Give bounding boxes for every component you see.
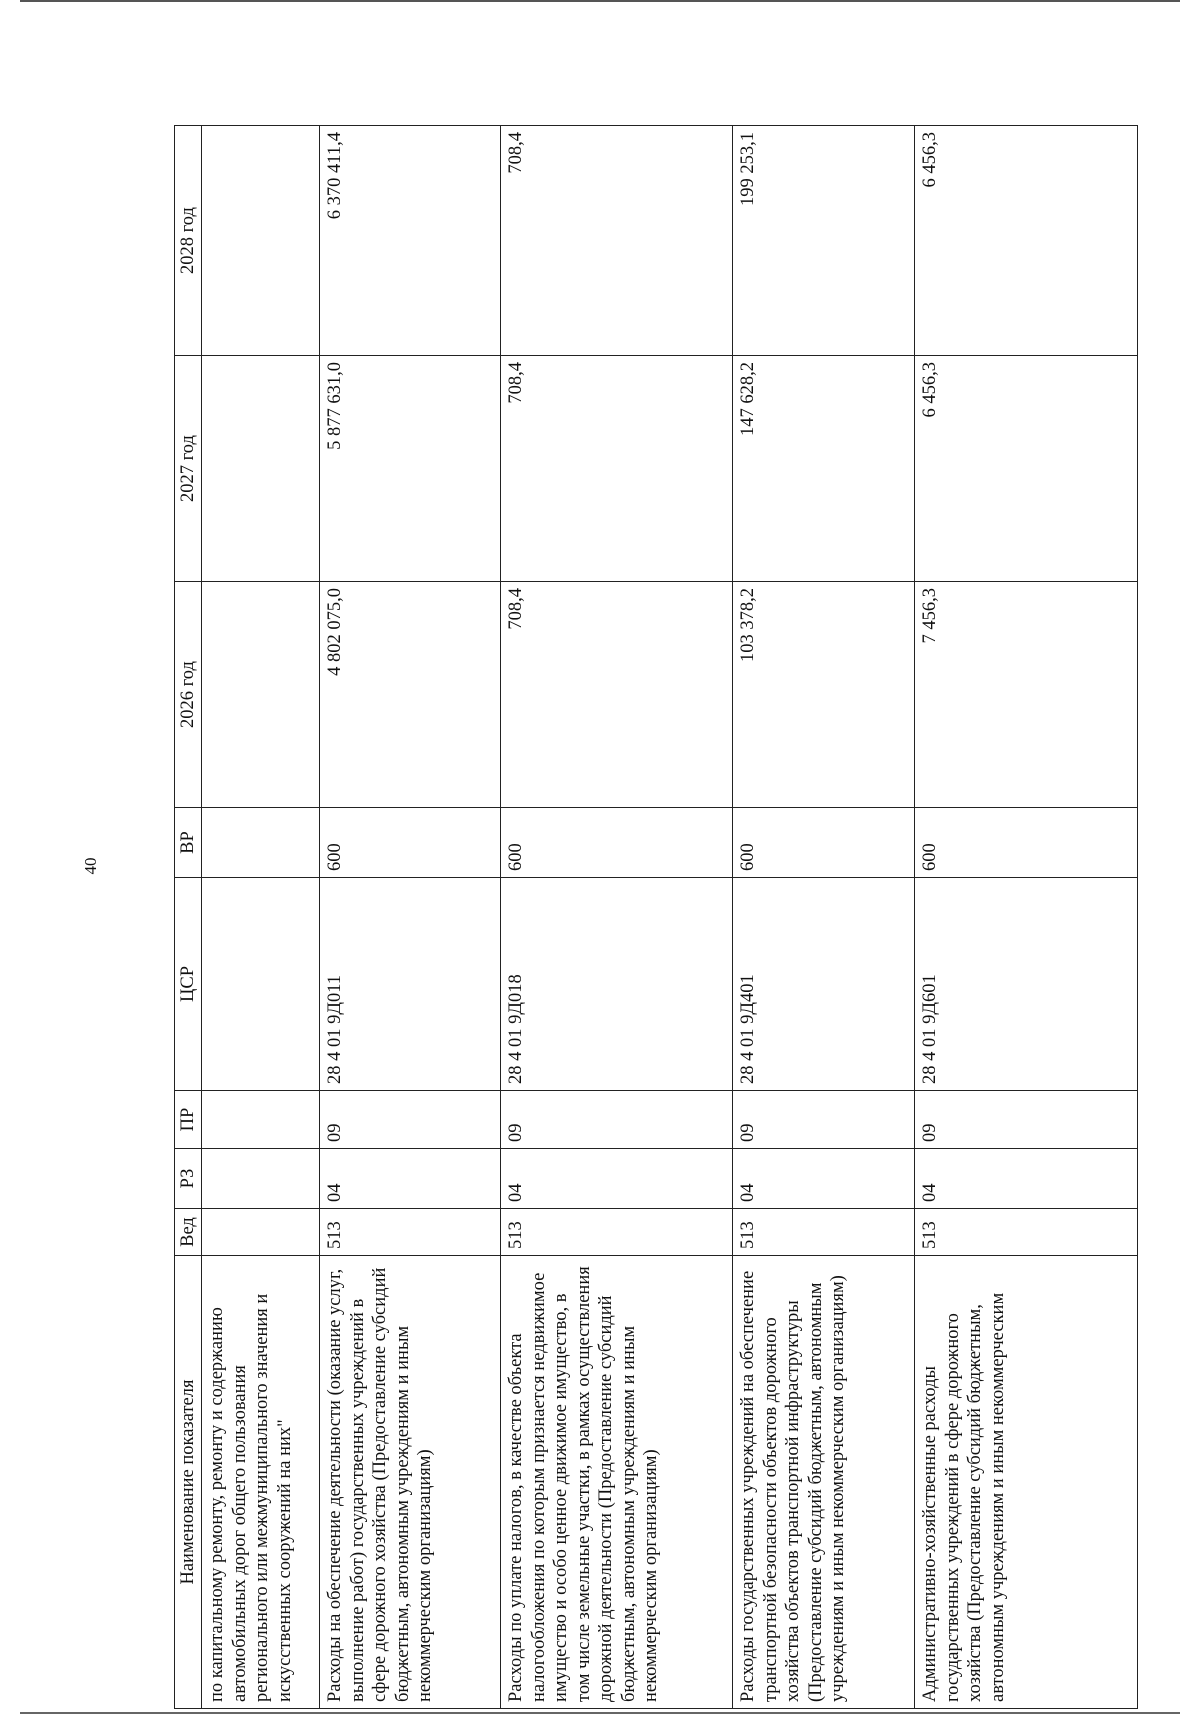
cell-pr: 09 — [915, 1091, 1138, 1149]
cell-2028: 6 456,3 — [915, 126, 1138, 356]
cell-csr — [202, 878, 320, 1091]
cell-rz — [202, 1149, 320, 1209]
cell-2028: 708,4 — [501, 126, 733, 356]
cell-csr: 28 4 01 9Д011 — [320, 878, 501, 1091]
cell-pr: 09 — [733, 1091, 915, 1149]
cell-ved: 513 — [733, 1209, 915, 1256]
header-2026: 2026 год — [175, 582, 202, 808]
cell-2026: 4 802 075,0 — [320, 582, 501, 808]
cell-vr: 600 — [915, 808, 1138, 878]
budget-table — [174, 125, 1138, 1709]
cell-2027: 5 877 631,0 — [320, 356, 501, 582]
cell-csr: 28 4 01 9Д601 — [915, 878, 1138, 1091]
cell-vr — [202, 808, 320, 878]
cell-csr: 28 4 01 9Д018 — [501, 878, 733, 1091]
table-row — [202, 126, 320, 1709]
cell-2028 — [202, 126, 320, 356]
cell-rz: 04 — [915, 1149, 1138, 1209]
header-rz: РЗ — [175, 1149, 202, 1209]
top-scan-edge — [20, 0, 1180, 2]
table-row — [320, 126, 501, 1709]
cell-pr — [202, 1091, 320, 1149]
cell-vr: 600 — [733, 808, 915, 878]
cell-name: Расходы по уплате налогов, в качестве объекта налогообложения по которым признается недвижимое имущество и особо ценное движимое имущество, в том числе земельные участки, в рамках осуществления дорожной деятельности (Предоставление субсидий бюджетным, автономным учреждениям и иным некоммерческим организациям) — [501, 1256, 733, 1709]
table-header-row — [175, 126, 202, 1709]
cell-rz: 04 — [320, 1149, 501, 1209]
cell-2027: 708,4 — [501, 356, 733, 582]
cell-name: по капитальному ремонту, ремонту и содержанию автомобильных дорог общего пользования регионального или межмуниципального значения и искусственных сооружений на них" — [202, 1256, 320, 1709]
page-number: 40 — [81, 857, 100, 875]
cell-2028: 6 370 411,4 — [320, 126, 501, 356]
cell-2026: 708,4 — [501, 582, 733, 808]
cell-ved: 513 — [915, 1209, 1138, 1256]
table-row — [915, 126, 1138, 1709]
budget-table-container — [174, 126, 1138, 1709]
cell-ved — [202, 1209, 320, 1256]
cell-ved: 513 — [501, 1209, 733, 1256]
header-vr: ВР — [175, 808, 202, 878]
bottom-scan-edge — [20, 1712, 1180, 1714]
cell-csr: 28 4 01 9Д401 — [733, 878, 915, 1091]
table-row — [501, 126, 733, 1709]
cell-rz: 04 — [733, 1149, 915, 1209]
cell-name: Расходы на обеспечение деятельности (оказание услуг, выполнение работ) государственных учреждений в сфере дорожного хозяйства (Предоставление субсидий бюджетным, автономным учреждениям и иным некоммерческим организациям) — [320, 1256, 501, 1709]
cell-pr: 09 — [320, 1091, 501, 1149]
cell-2027: 6 456,3 — [915, 356, 1138, 582]
cell-rz: 04 — [501, 1149, 733, 1209]
cell-2028: 199 253,1 — [733, 126, 915, 356]
header-pr: ПР — [175, 1091, 202, 1149]
cell-vr: 600 — [501, 808, 733, 878]
cell-2026: 103 378,2 — [733, 582, 915, 808]
cell-name: Расходы государственных учреждений на обеспечение транспортной безопасности объектов дорожного хозяйства объектов транспортной инфраструктуры (Предоставление субсидий бюджетным, автономным учреждениям и иным некоммерческим организациям) — [733, 1256, 915, 1709]
cell-2027: 147 628,2 — [733, 356, 915, 582]
cell-pr: 09 — [501, 1091, 733, 1149]
cell-2026: 7 456,3 — [915, 582, 1138, 808]
cell-2026 — [202, 582, 320, 808]
table-row — [733, 126, 915, 1709]
header-name: Наименование показателя — [175, 1256, 202, 1709]
header-csr: ЦСР — [175, 878, 202, 1091]
cell-ved: 513 — [320, 1209, 501, 1256]
cell-2027 — [202, 356, 320, 582]
cell-vr: 600 — [320, 808, 501, 878]
header-2027: 2027 год — [175, 356, 202, 582]
header-ved: Вед — [175, 1209, 202, 1256]
header-2028: 2028 год — [175, 126, 202, 356]
cell-name: Административно-хозяйственные расходы государственных учреждений в сфере дорожного хозяйства (Предоставление субсидий бюджетным, автономным учреждениям и иным некоммерческим — [915, 1256, 1138, 1709]
